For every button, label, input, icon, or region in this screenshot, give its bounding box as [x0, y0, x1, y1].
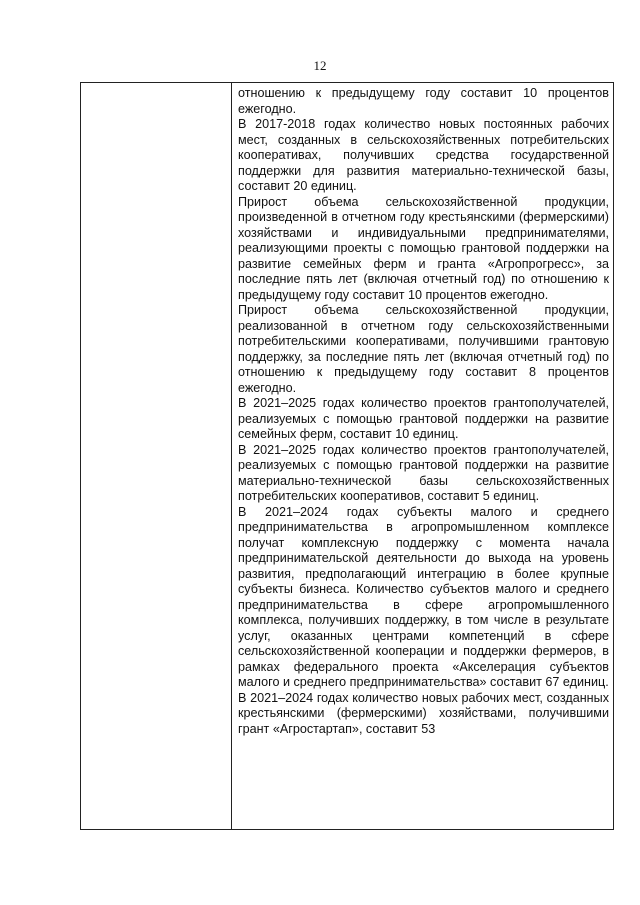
paragraph-sme-support: В 2021–2024 годах субъекты малого и среднего предпринимательства в агропромышленном комплексе получат комплексную поддержку с момента начала предпринимательской деятельности до выхода на уровень развития, предполагающий интеграцию в более крупные субъекты бизнеса. Количество субъектов малого и среднего предпринимательства в сфере агропромышленного комплекса, получивших поддержку, в том числе в результате услуг, оказанных центрами компетенций в сфере сельскохозяйственной кооперации и поддержки фермеров, в рамках федерального проекта «Акселерация субъектов малого и среднего предпринимательства» составит 67 единиц.: [238, 504, 609, 689]
paragraph-production-growth-cooperatives: Прирост объема сельскохозяйственной продукции, реализованной в отчетном году сельскохозяйственными потребительскими кооперативами, получившими грантовую поддержку, за последние пять лет (включая отчетный год) по отношению к предыдущему году составит 8 процентов ежегодно.: [238, 303, 609, 395]
paragraph-growth-continuation: отношению к предыдущему году составит 10 процентов ежегодно.: [238, 86, 609, 116]
paragraph-cooperative-projects: В 2021–2025 годах количество проектов грантополучателей, реализуемых с помощью грантовой поддержки на развитие материально-технической базы сельскохозяйственных потребительских кооперативов, составит 5 единиц.: [238, 442, 609, 503]
table-left-column: [81, 83, 232, 829]
paragraph-agrostartup-jobs: В 2021–2024 годах количество новых рабочих мест, созданных крестьянскими (фермерскими) хозяйствами, получившими грант «Агростартап», составит 53: [238, 690, 609, 736]
document-table: [80, 82, 614, 830]
paragraph-production-growth-farms: Прирост объема сельскохозяйственной продукции, произведенной в отчетном году крестьянскими (фермерскими) хозяйствами и индивидуальными предпринимателями, реализующими проекты с помощью грантовой поддержки на развитие семейных ферм и гранта «Агропрогресс», за последние пять лет (включая отчетный год) по отношению к предыдущему году составит 10 процентов ежегодно.: [238, 194, 609, 302]
paragraph-jobs-2017-2018: В 2017-2018 годах количество новых постоянных рабочих мест, созданных в сельскохозяйственных потребительских кооперативах, получивших средства государственной поддержки для развития материально-технической базы, составит 20 единиц.: [238, 117, 609, 193]
paragraph-family-farm-projects: В 2021–2025 годах количество проектов грантополучателей, реализуемых с помощью грантовой поддержки на развитие семейных ферм, составит 10 единиц.: [238, 396, 609, 441]
page-number: 12: [313, 58, 327, 73]
table-right-column: [232, 83, 613, 829]
